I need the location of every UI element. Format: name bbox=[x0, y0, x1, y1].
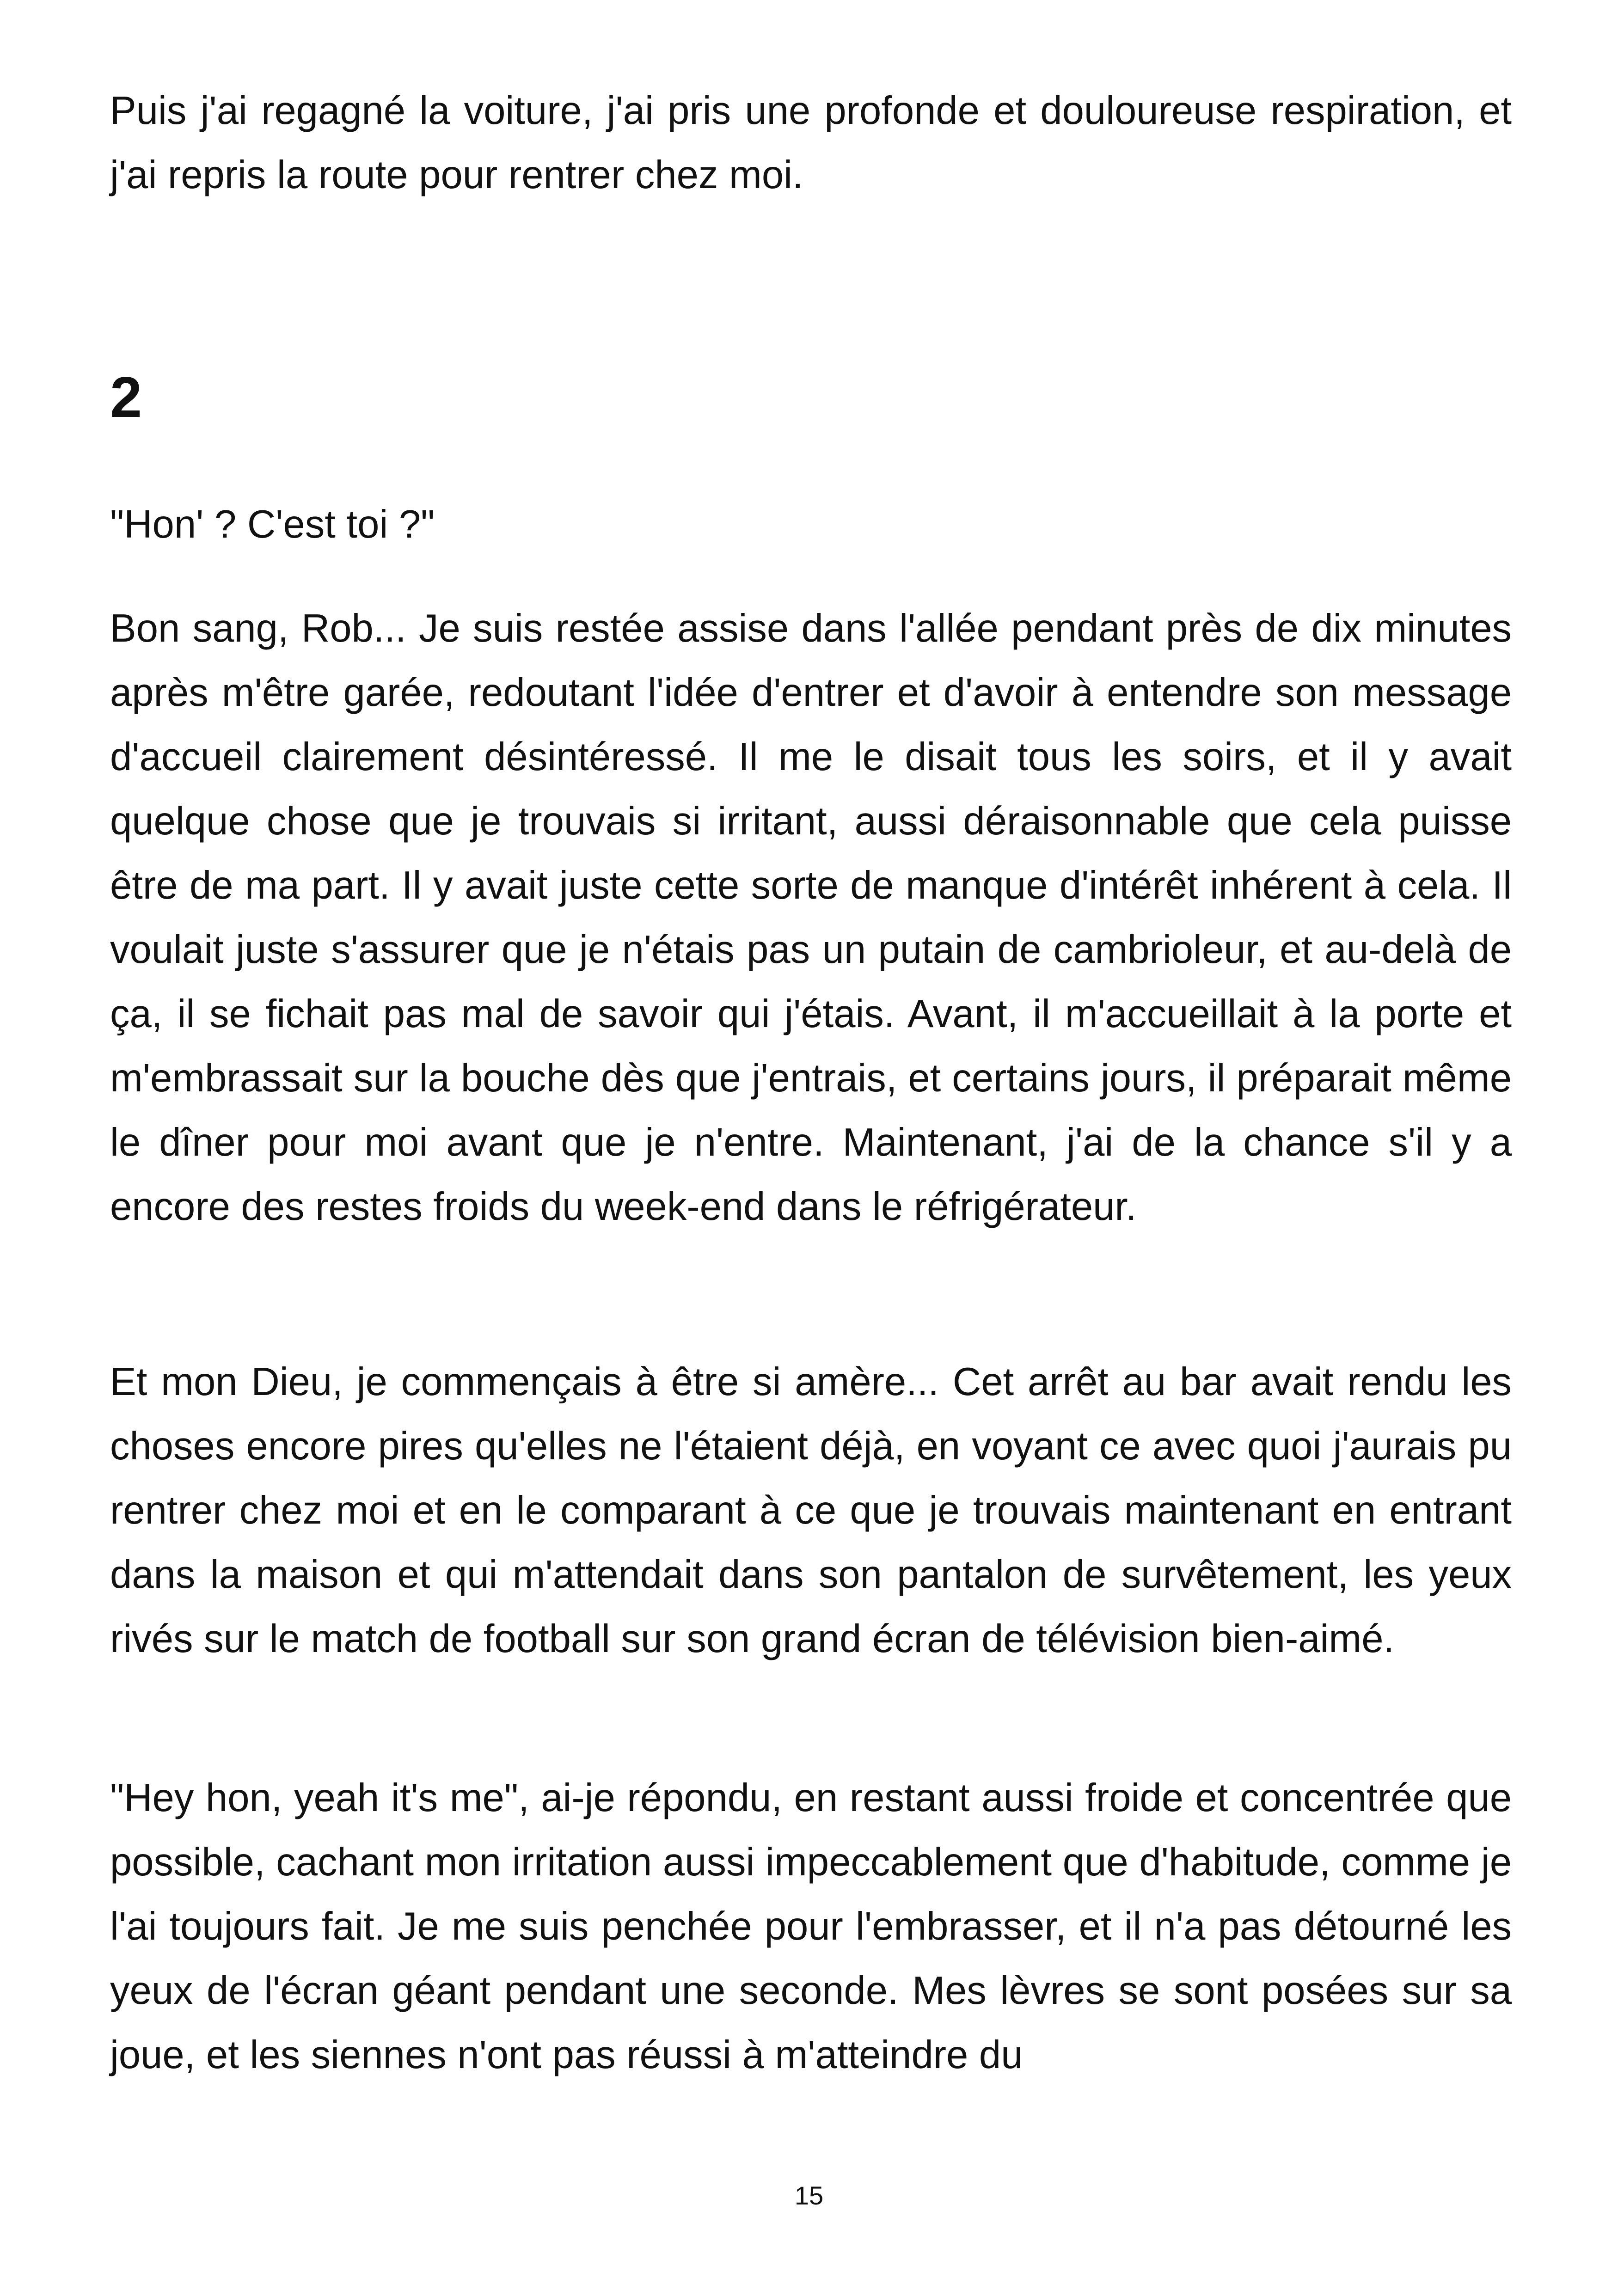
paragraph-dialogue-hon: "Hon' ? C'est toi ?" bbox=[110, 502, 435, 546]
paragraph-hey-hon: "Hey hon, yeah it's me", ai-je répondu, en restant aussi froide et concentrée que possible, cachant mon irritation aussi impeccablement que d'habitude, comme je l'ai toujours fait. Je me suis penchée pour l'embrasser, et il n'a pas détourné les yeux de l'écran géant pendant une seconde. Mes lèvres se sont posées sur sa joue, et les siennes n'ont pas réussi à m'atteindre du bbox=[110, 1776, 1512, 2077]
paragraph-bon-sang: Bon sang, Rob... Je suis restée assise dans l'allée pendant près de dix minutes après m'être garée, redoutant l'idée d'entrer et d'avoir à entendre son message d'accueil clairement désintéressé. Il me le disait tous les soirs, et il y avait quelque chose que je trouvais si irritant, aussi déraisonnable que cela puisse être de ma part. Il y avait juste cette sorte de manque d'intérêt inhérent à cela. Il voulait juste s'assurer que je n'étais pas un putain de cambrioleur, et au-delà de ça, il se fichait pas mal de savoir qui j'étais. Avant, il m'accueillait à la porte et m'embrassait sur la bouche dès que j'entrais, et certains jours, il préparait même le dîner pour moi avant que je n'entre. Maintenant, j'ai de la chance s'il y a encore des restes froids du week-end dans le réfrigérateur. bbox=[110, 606, 1512, 1229]
paragraph-et-mon-dieu: Et mon Dieu, je commençais à être si amère... Cet arrêt au bar avait rendu les choses encore pires qu'elles ne l'étaient déjà, en voyant ce avec quoi j'aurais pu rentrer chez moi et en le comparant à ce que je trouvais maintenant en entrant dans la maison et qui m'attendait dans son pantalon de survêtement, les yeux rivés sur le match de football sur son grand écran de télévision bien-aimé. bbox=[110, 1360, 1512, 1661]
page-number: 15 bbox=[794, 2181, 824, 2210]
chapter-heading: 2 bbox=[110, 366, 142, 429]
paragraph-intro: Puis j'ai regagné la voiture, j'ai pris une profonde et douloureuse respiration, et j'ai repris la route pour rentrer chez moi. bbox=[110, 89, 1512, 197]
